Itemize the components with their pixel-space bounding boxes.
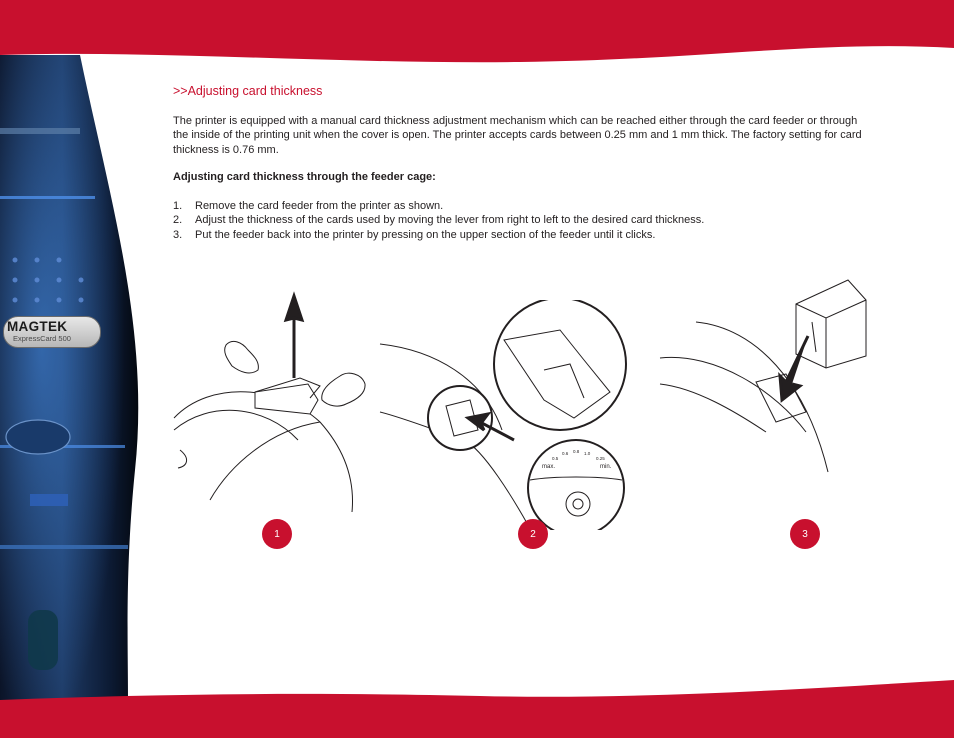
up-arrow-icon — [286, 296, 302, 378]
down-arrow-icon — [780, 336, 808, 400]
subheading: Adjusting card thickness through the feeder cage: — [173, 171, 436, 183]
section-title: >>Adjusting card thickness — [173, 84, 323, 98]
bottom-band — [0, 680, 954, 738]
step-number: 2. — [173, 214, 183, 226]
illustration-remove-feeder — [170, 290, 370, 515]
illustration-insert-feeder — [656, 272, 870, 492]
step-number: 1. — [173, 199, 183, 212]
brand-model: ExpressCard 500 — [13, 334, 71, 343]
dial-tick: 0.8 — [573, 449, 580, 454]
dial-label-max: max. — [542, 464, 556, 470]
dial-tick: 0.6 — [562, 451, 569, 456]
dial-label-min: min. — [600, 464, 612, 470]
figure-badge-2: 2 — [518, 519, 548, 549]
steps-list — [173, 199, 873, 243]
step-text: Put the feeder back into the printer by pressing on the upper section of the feeder until it clicks. — [195, 228, 656, 241]
illustration-adjust-lever — [374, 300, 636, 530]
list-item — [173, 213, 873, 228]
section-content — [173, 80, 873, 242]
figure-badge-3: 3 — [790, 519, 820, 549]
hand-icon — [225, 341, 259, 373]
list-item — [173, 228, 873, 243]
step-text: Adjust the thickness of the cards used by moving the lever from right to left to the desired card thickness. — [195, 214, 705, 226]
figure-badge-1: 1 — [262, 519, 292, 549]
intro-paragraph: The printer is equipped with a manual card thickness adjustment mechanism which can be reached either through the card feeder or through the inside of the printing unit when the cover is open. The printer accepts cards between 0.25 mm and 1 mm thick. The factory setting for card thickness is 0.76 mm. — [173, 114, 862, 156]
dial-tick: 0.5 — [552, 456, 559, 461]
dial-tick: 1.0 — [584, 451, 591, 456]
brand-logo: MAGTEK — [7, 319, 68, 334]
dial-tick: 0.25 — [596, 456, 605, 461]
hand-icon — [322, 373, 365, 406]
step-text: Remove the card feeder from the printer as shown. — [195, 199, 444, 212]
list-item — [173, 199, 873, 214]
top-band — [0, 0, 954, 62]
step-number: 3. — [173, 228, 183, 241]
